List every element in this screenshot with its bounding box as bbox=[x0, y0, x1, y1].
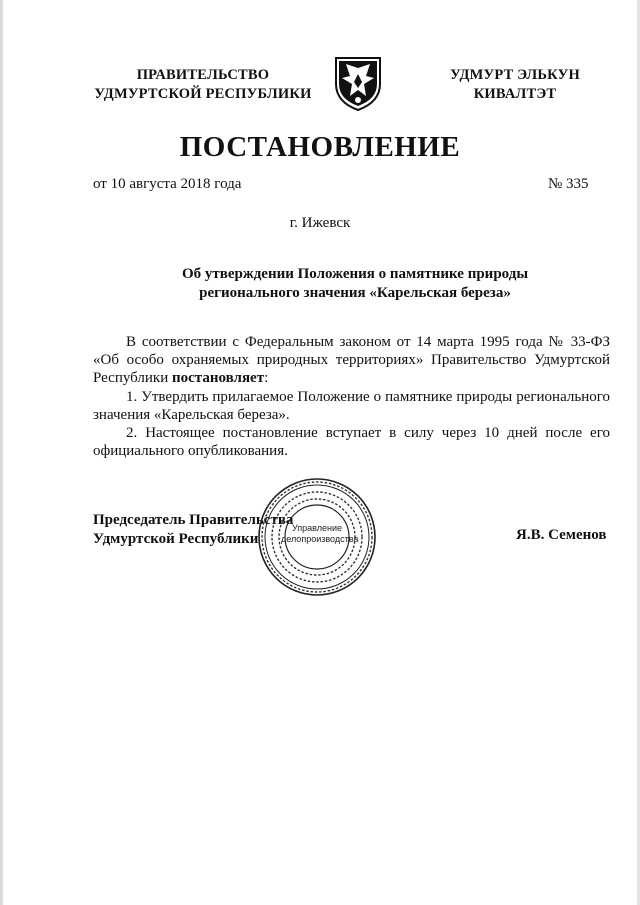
document-date: от 10 августа 2018 года bbox=[93, 176, 242, 192]
paragraph-1-end: : bbox=[264, 370, 269, 387]
body-paragraph-2: 1. Утвердить прилагаемое Положение о памятнике природы регионального значения «Карельская береза». bbox=[93, 388, 610, 423]
subject-line2: регионального значения «Карельская береза» bbox=[199, 285, 511, 301]
stamp-center-text bbox=[281, 523, 359, 545]
body-paragraph-1 bbox=[93, 333, 610, 388]
header-right-line1: УДМУРТ ЭЛЬКУН bbox=[450, 67, 580, 83]
document-title: ПОСТАНОВЛЕНИЕ bbox=[179, 131, 461, 163]
stamp-center-line1: Управление bbox=[291, 523, 343, 533]
document-body bbox=[93, 333, 610, 460]
document-city: г. Ижевск bbox=[289, 215, 351, 231]
subject-line1: Об утверждении Положения о памятнике природы bbox=[181, 266, 529, 282]
header-left bbox=[88, 66, 318, 104]
stamp-center-line2: делопроизводства bbox=[281, 534, 359, 544]
header-right bbox=[420, 66, 610, 104]
paragraph-1-text: В соответствии с Федеральным законом от 14 марта 1995 года № 33-ФЗ «Об особо охраняемых природных территориях» Правительство Удмуртской Республики bbox=[93, 334, 610, 387]
coat-of-arms-icon bbox=[328, 54, 388, 112]
header-left-line1: ПРАВИТЕЛЬСТВО bbox=[136, 67, 270, 83]
header-left-line2: УДМУРТСКОЙ РЕСПУБЛИКИ bbox=[94, 86, 312, 102]
signer-position-line1: Председатель Правительства bbox=[93, 512, 294, 528]
document-number: № 335 bbox=[548, 176, 589, 192]
paragraph-1-bold: постановляет bbox=[172, 370, 265, 387]
document-subject bbox=[120, 265, 590, 303]
header-right-line2: КИВАЛТЭТ bbox=[473, 86, 557, 102]
signer-position-line2: Удмуртской Республики bbox=[93, 531, 259, 547]
signer-name: Я.В. Семенов bbox=[516, 527, 607, 543]
body-paragraph-3: 2. Настоящее постановление вступает в силу через 10 дней после его официального опубликования. bbox=[93, 425, 610, 460]
